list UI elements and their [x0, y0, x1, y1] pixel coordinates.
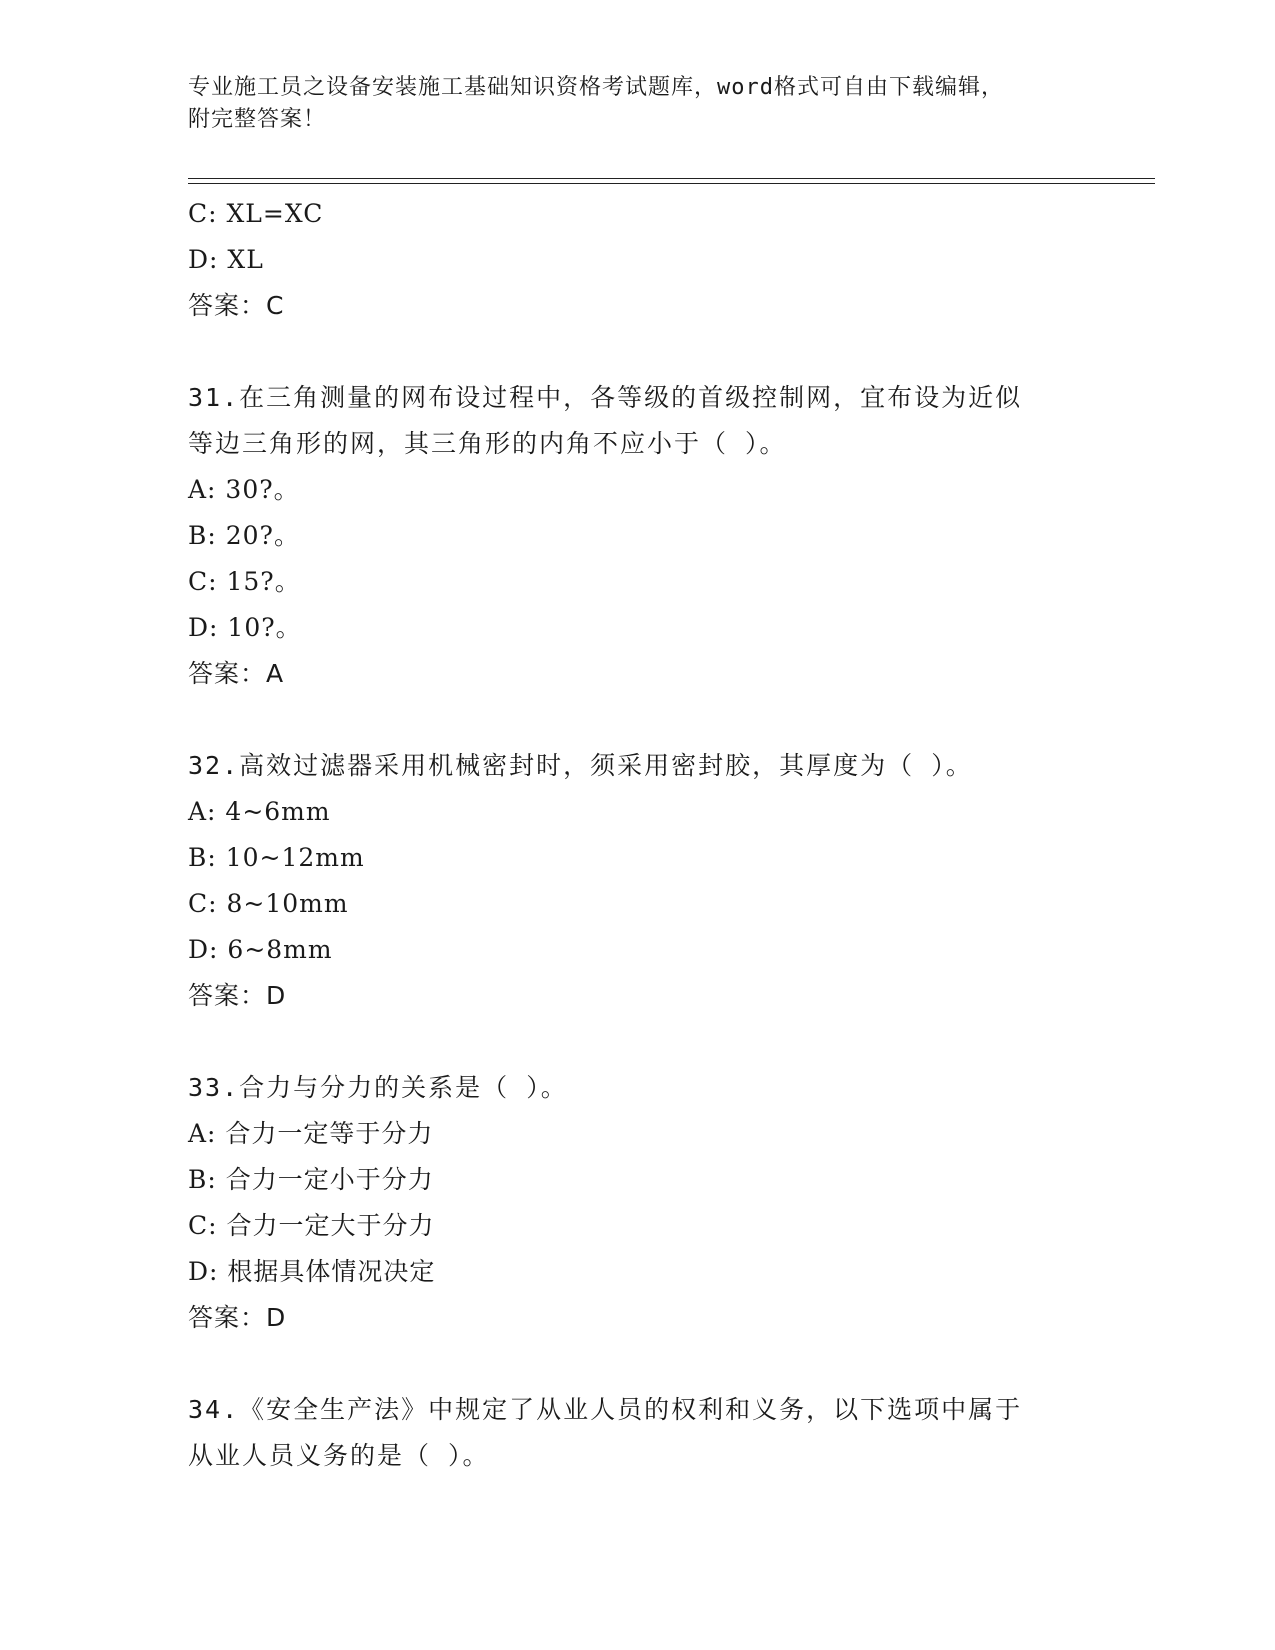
- question-text-line-2: 等边三角形的网，其三角形的内角不应小于（ ）。: [188, 429, 787, 458]
- option-d: D: 6~8mm: [188, 935, 333, 964]
- option-b: B: 10~12mm: [188, 843, 365, 872]
- option-c: C: 15?。: [188, 567, 301, 596]
- question-text-line-1: 32.高效过滤器采用机械密封时，须采用密封胶，其厚度为（ ）。: [188, 751, 973, 780]
- question-33: [188, 1065, 1108, 1341]
- option-a: A: 合力一定等于分力: [188, 1119, 434, 1148]
- header-line-1: 专业施工员之设备安装施工基础知识资格考试题库，word格式可自由下载编辑，: [188, 75, 1004, 100]
- option-c: C: XL=XC: [188, 199, 324, 228]
- option-d: D: 10?。: [188, 613, 302, 642]
- question-31: [188, 375, 1108, 697]
- question-30-tail: [188, 191, 1108, 329]
- question-34: [188, 1387, 1108, 1479]
- answer: 答案：A: [188, 659, 285, 688]
- header-line-2: 附完整答案！: [188, 107, 327, 132]
- option-d: D: XL: [188, 245, 264, 274]
- question-text-line-1: 31.在三角测量的网布设过程中，各等级的首级控制网，宜布设为近似: [188, 383, 1023, 412]
- header-divider-top: [188, 178, 1155, 179]
- question-32: [188, 743, 1108, 1019]
- option-a: A: 30?。: [188, 475, 300, 504]
- question-list: [188, 191, 1108, 1479]
- question-text-line-1: 33.合力与分力的关系是（ ）。: [188, 1073, 568, 1102]
- header-divider-bottom: [188, 183, 1155, 184]
- document-header: [188, 72, 1088, 136]
- option-a: A: 4~6mm: [188, 797, 331, 826]
- option-b: B: 20?。: [188, 521, 300, 550]
- answer: 答案：D: [188, 981, 287, 1010]
- question-text-line-2: 从业人员义务的是（ ）。: [188, 1441, 490, 1470]
- option-d: D: 根据具体情况决定: [188, 1257, 436, 1286]
- option-c: C: 合力一定大于分力: [188, 1211, 435, 1240]
- option-b: B: 合力一定小于分力: [188, 1165, 434, 1194]
- option-c: C: 8~10mm: [188, 889, 349, 918]
- answer: 答案：C: [188, 291, 285, 320]
- answer: 答案：D: [188, 1303, 287, 1332]
- question-text-line-1: 34.《安全生产法》中规定了从业人员的权利和义务，以下选项中属于: [188, 1395, 1023, 1424]
